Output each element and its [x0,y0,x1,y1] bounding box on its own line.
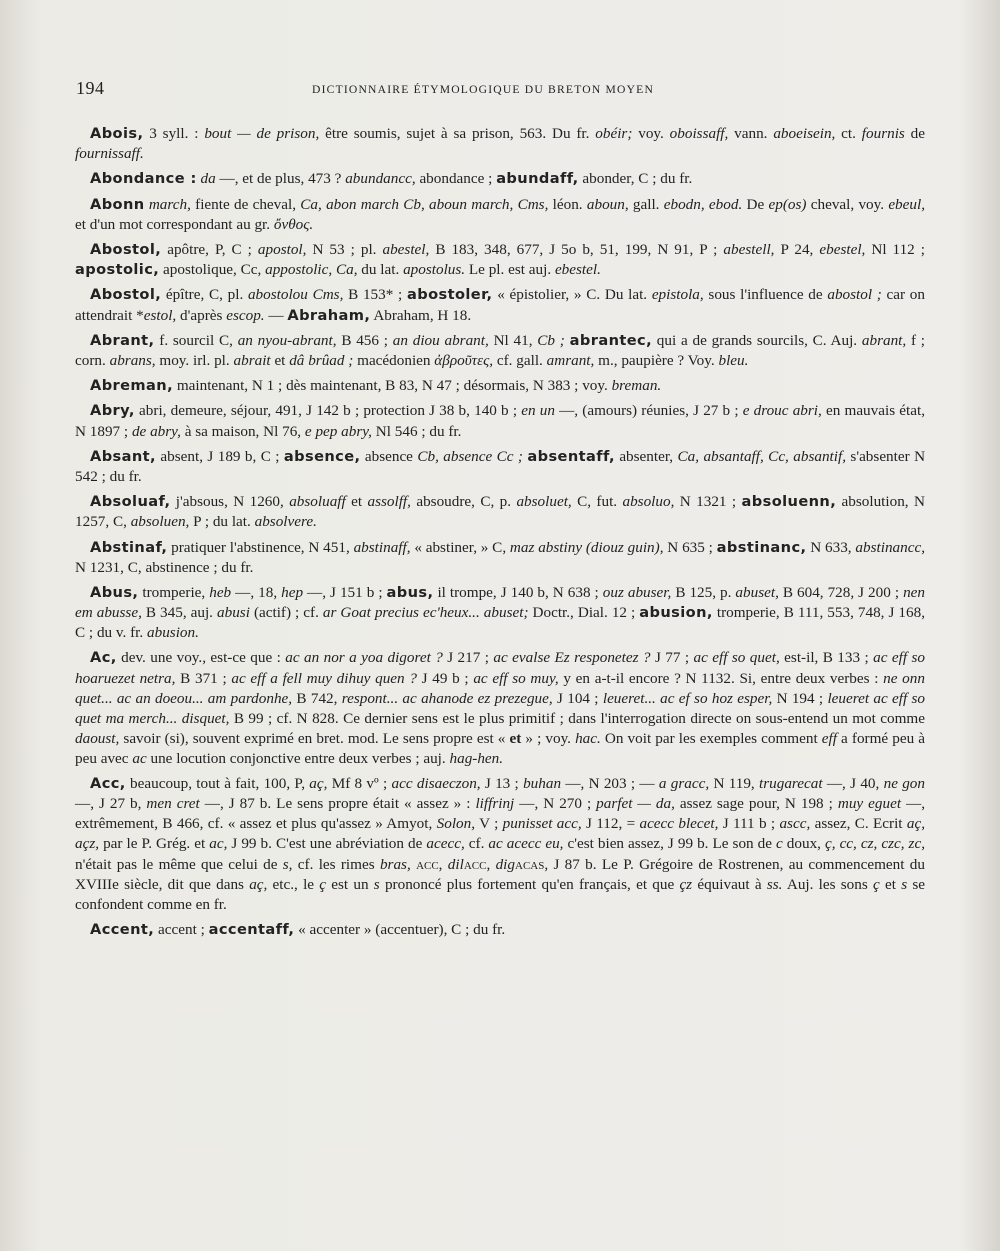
headword: absence, [283,447,361,465]
headword: abundaff, [496,170,579,188]
entry-abry: Abry, abri, demeure, séjour, 491, J 142 b ; protection J 38 b, 140 b ; en un —, (amours) réunies, J 27 b ; e drouc abri, en mauvais état, N 1897 ; de abry, à sa maison, Nl 76, e pep abry, Nl 546 ; du fr. [75,402,926,440]
entry-abrant: Abrant, f. sourcil C, an nyou-abrant, B 456 ; an diou abrant, Nl 41, Cb ; abrantec, qui a de grands sourcils, C. Auj. abrant, f ; corn. abrans, moy. irl. pl. abrait et dâ brûad ; macédonien ἀβροῦτες, cf. gall. amrant, m., paupière ? Voy. bleu. [75,331,926,369]
headword: Abonn [90,195,145,213]
headword: abrantec, [569,331,653,349]
headword: Abraham, [287,306,371,324]
headword: Ac, [90,649,117,667]
entry-abostol-1: Abostol, apôtre, P, C ; apostol, N 53 ; pl. abestel, B 183, 348, 677, J 5o b, 51, 199, N 91, P ; abestell, P 24, ebestel, Nl 112 ; apostolic, apostolique, Cc, appostolic, Ca, du lat. apostolus. Le pl. est auj. ebestel. [75,241,925,279]
entry-abondance: Abondance : da —, et de plus, 473 ? abundancc, abondance ; abundaff, abonder, C ; du fr. [90,170,693,188]
headword: Abreman, [90,377,174,395]
entry-abstinaf: Abstinaf, pratiquer l'abstinence, N 451, abstinaff, « abstiner, » C, maz abstiny (diouz guin), N 635 ; abstinanc, N 633, abstinancc, N 1231, C, abstinence ; du fr. [75,538,926,576]
entry-abonn: Abonn march, fiente de cheval, Ca, abon march Cb, aboun march, Cms, léon. aboun, gall. ebodn, ebod. De ep(os) cheval, voy. ebeul, et d'un mot correspondant au gr. ὄνθος. [75,195,925,233]
headword: apostolic, [75,261,160,279]
page-header [76,78,924,102]
headword: Abus, [90,583,139,601]
headword: Abostol, [90,286,162,304]
headword: abstinanc, [716,538,807,556]
dictionary-entries [75,124,925,945]
entry-abreman: Abreman, maintenant, N 1 ; dès maintenant, B 83, N 47 ; désormais, N 383 ; voy. breman. [90,377,662,395]
headword: Abostol, [90,241,162,259]
headword: Accent, [90,921,155,938]
entry-ac: Ac, dev. une voy., est-ce que : ac an nor a yoa digoret ? J 217 ; ac evalse Ez responetez ? J 77 ; ac eff so quet, est-il, B 133 ; ac eff so hoaruezet netra, B 371 ; ac eff a fell muy dihuy quen ? J 49 b ; ac eff so muy, y en a-t-il encore ? N 1132. Si, entre deux verbes : ne onn quet... ac an doeou... am pardonhe, B 742, respont... ac ahanode ez prezegue, J 104 ; leueret... ac ef so hoz esper, N 194 ; leueret ac eff so quet ma merch... disquet, B 99 ; cf. N 828. Ce dernier sens est le plus primitif ; dans l'interrogation directe on sous-entend un mot comme daoust, savoir (si), souvent exprimé en bret. mod. Le sens propre est « et » ; voy. hac. On voit par les exemples comment eff a formé peu à peu avec ac une locution conjonctive entre deux verbes ; auj. hag-hen. [75,649,926,767]
headword: Abondance : [90,170,197,188]
headword: abostoler, [406,286,493,304]
entry-abois: Abois, 3 syll. : bout — de prison, être soumis, sujet à sa prison, 563. Du fr. obéir; voy. oboissaff, vann. aboeisein, ct. fournis de fournissaff. [75,125,925,163]
entry-abostol-2: Abostol, épître, C, pl. abostolou Cms, B 153* ; abostoler, « épistolier, » C. Du lat. epistola, sous l'influence de abostol ; car on attendrait *estol, d'après escop. — Abraham, Abraham, H 18. [75,286,925,324]
headword: absentaff, [527,447,615,465]
headword: Abry, [90,402,135,420]
headword: Abstinaf, [90,538,168,556]
entry-accent: Accent, accent ; accentaff, « accenter » (accentuer), C ; du fr. [90,921,506,938]
headword: abusion, [639,604,713,622]
headword: Abrant, [90,331,155,349]
running-head: DICTIONNAIRE ÉTYMOLOGIQUE DU BRETON MOYEN [312,83,655,96]
entry-absoluaf: Absoluaf, j'absous, N 1260, absoluaff et assolff, absoudre, C, p. absoluet, C, fut. absoluo, N 1321 ; absoluenn, absolution, N 1257, C, absoluen, P ; du lat. absolvere. [75,493,925,531]
page-number: 194 [76,78,105,98]
entry-acc: Acc, beaucoup, tout à fait, 100, P, aç, Mf 8 vº ; acc disaeczon, J 13 ; buhan —, N 203 ; — a gracc, N 119, trugarecat —, J 40, ne gon —, J 27 b, men cret —, J 87 b. Le sens propre était « assez » : liffrinj —, N 270 ; parfet — da, assez sage pour, N 198 ; muy eguet —, extrêmement, B 466, cf. « assez et plus qu'assez » Amyot, Solon, V ; punisset acc, J 112, = acecc blecet, J 111 b ; ascc, assez, C. Ecrit aç, açz, par le P. Grég. et ac, J 99 b. C'est une abréviation de acecc, cf. ac acecc eu, c'est bien assez, J 99 b. Le son de c doux, ç, cc, cz, czc, zc, n'était pas le même que celui de s, cf. les rimes bras, acc, dilacc, digacas, J 87 b. Le P. Grégoire de Rostrenen, au commencement du XVIIIe siècle, dit que dans aç, etc., le ç est un s prononcé plus fortement qu'en français, et que çz équivaut à ss. Auj. les sons ç et s se confondent comme en fr. [75,775,926,913]
headword: Abois, [90,125,144,142]
headword: abus, [386,583,434,601]
headword: Absoluaf, [90,493,171,511]
headword: Acc, [90,775,126,793]
entry-absant: Absant, absent, J 189 b, C ; absence, absence Cb, absence Cc ; absentaff, absenter, Ca, absantaff, Cc, absantif, s'absenter N 542 ; du fr. [75,447,926,485]
headword: absoluenn, [741,493,837,511]
headword: Absant, [90,447,156,465]
headword: accentaff, [208,921,295,938]
entry-abus: Abus, tromperie, heb —, 18, hep —, J 151 b ; abus, il trompe, J 140 b, N 638 ; ouz abuser, B 125, p. abuset, B 604, 728, J 200 ; nen em abusse, B 345, auj. abusi (actif) ; cf. ar Goat precius ec'heux... abuset; Doctr., Dial. 12 ; abusion, tromperie, B 111, 553, 748, J 168, C ; du v. fr. abusion. [75,583,926,642]
